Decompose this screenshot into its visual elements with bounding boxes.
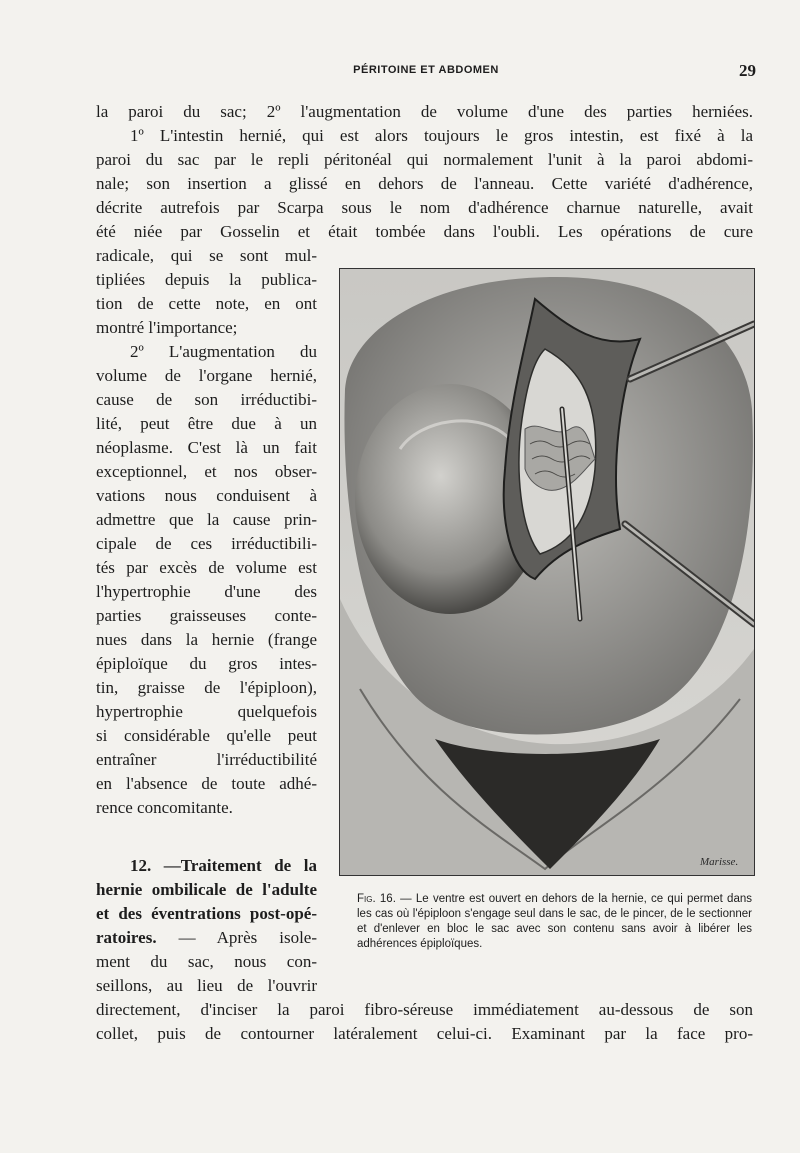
column-line: si considérable qu'elle peut (96, 726, 317, 745)
column-line: rence concomitante. (96, 798, 233, 817)
section-title-part: ratoires. (96, 928, 157, 947)
column-line: nues dans la hernie (frange (96, 630, 317, 649)
body-line: la paroi du sac; 2º l'augmentation de volume d'une des parties herniées. (96, 102, 753, 121)
column-line: cipale de ces irréductibili- (96, 534, 317, 553)
figure-label: Fig. 16. (357, 893, 396, 905)
column-line: 2º L'augmentation du (130, 342, 317, 361)
section-heading-line (130, 854, 317, 878)
body-line: directement, d'inciser la paroi fibro-séreuse immédiatement au-dessous de son (96, 1000, 753, 1019)
column-line: seillons, au lieu de l'ouvrir (96, 976, 317, 995)
section-heading-line (96, 926, 317, 950)
figure-caption-text: — Le ventre est ouvert en dehors de la hernie, ce qui permet dans les cas où l'épiploon s'engage seul dans le sac, de le pincer, de le sectionner et d'enlever en bloc le sac avec son contenu sans avoir à libérer les adhérences épiploïques. (357, 893, 752, 950)
column-line: en l'absence de toute adhé- (96, 774, 317, 793)
column-line: radicale, qui se sont mul- (96, 246, 317, 265)
section-title-part: Traitement de la (180, 856, 317, 875)
column-line: tipliées depuis la publica- (96, 270, 317, 289)
page-number: 29 (739, 61, 756, 80)
section-text: — Après isole- (178, 928, 318, 947)
body-line: été niée par Gosselin et était tombée dans l'oubli. Les opérations de cure (96, 222, 753, 241)
column-line: néoplasme. C'est là un fait (96, 438, 317, 457)
illustration-drawing (340, 269, 754, 875)
column-line: entraîner l'irréductibilité (96, 750, 317, 769)
column-line: vations nous conduisent à (96, 486, 317, 505)
figure-caption (357, 892, 752, 952)
section-number: 12. — (130, 856, 181, 875)
column-line: ment du sac, nous con- (96, 952, 317, 971)
column-line: tin, graisse de l'épiploon), (96, 678, 317, 697)
body-line: 1º L'intestin hernié, qui est alors toujours le gros intestin, est fixé à la (130, 126, 753, 145)
running-head: PÉRITOINE ET ABDOMEN (353, 64, 499, 76)
page-header (96, 61, 756, 84)
column-line: exceptionnel, et nos obser- (96, 462, 317, 481)
body-line: paroi du sac par le repli péritonéal qui normalement l'unit à la paroi abdomi- (96, 150, 753, 169)
body-line: décrite autrefois par Scarpa sous le nom d'adhérence charnue naturelle, avait (96, 198, 753, 217)
column-line: épiploïque du gros intes- (96, 654, 317, 673)
body-line: nale; son insertion a glissé en dehors de l'anneau. Cette variété d'adhérence, (96, 174, 753, 193)
column-line: montré l'importance; (96, 318, 238, 337)
column-line: volume de l'organe hernié, (96, 366, 317, 385)
column-line: tion de cette note, en ont (96, 294, 317, 313)
section-heading-line: hernie ombilicale de l'adulte (96, 880, 317, 899)
surgical-illustration (339, 268, 755, 876)
column-line: parties graisseuses conte- (96, 606, 317, 625)
column-line: l'hypertrophie d'une des (96, 582, 317, 601)
artist-signature: Marisse. (700, 856, 739, 868)
column-line: lité, peut être due à un (96, 414, 317, 433)
column-line: cause de son irréductibi- (96, 390, 317, 409)
column-line: tés par excès de volume est (96, 558, 317, 577)
column-line: hypertrophie quelquefois (96, 702, 317, 721)
body-line: collet, puis de contourner latéralement celui-ci. Examinant par la face pro- (96, 1024, 753, 1043)
column-line: admettre que la cause prin- (96, 510, 317, 529)
section-heading-line: et des éventrations post-opé- (96, 904, 317, 923)
